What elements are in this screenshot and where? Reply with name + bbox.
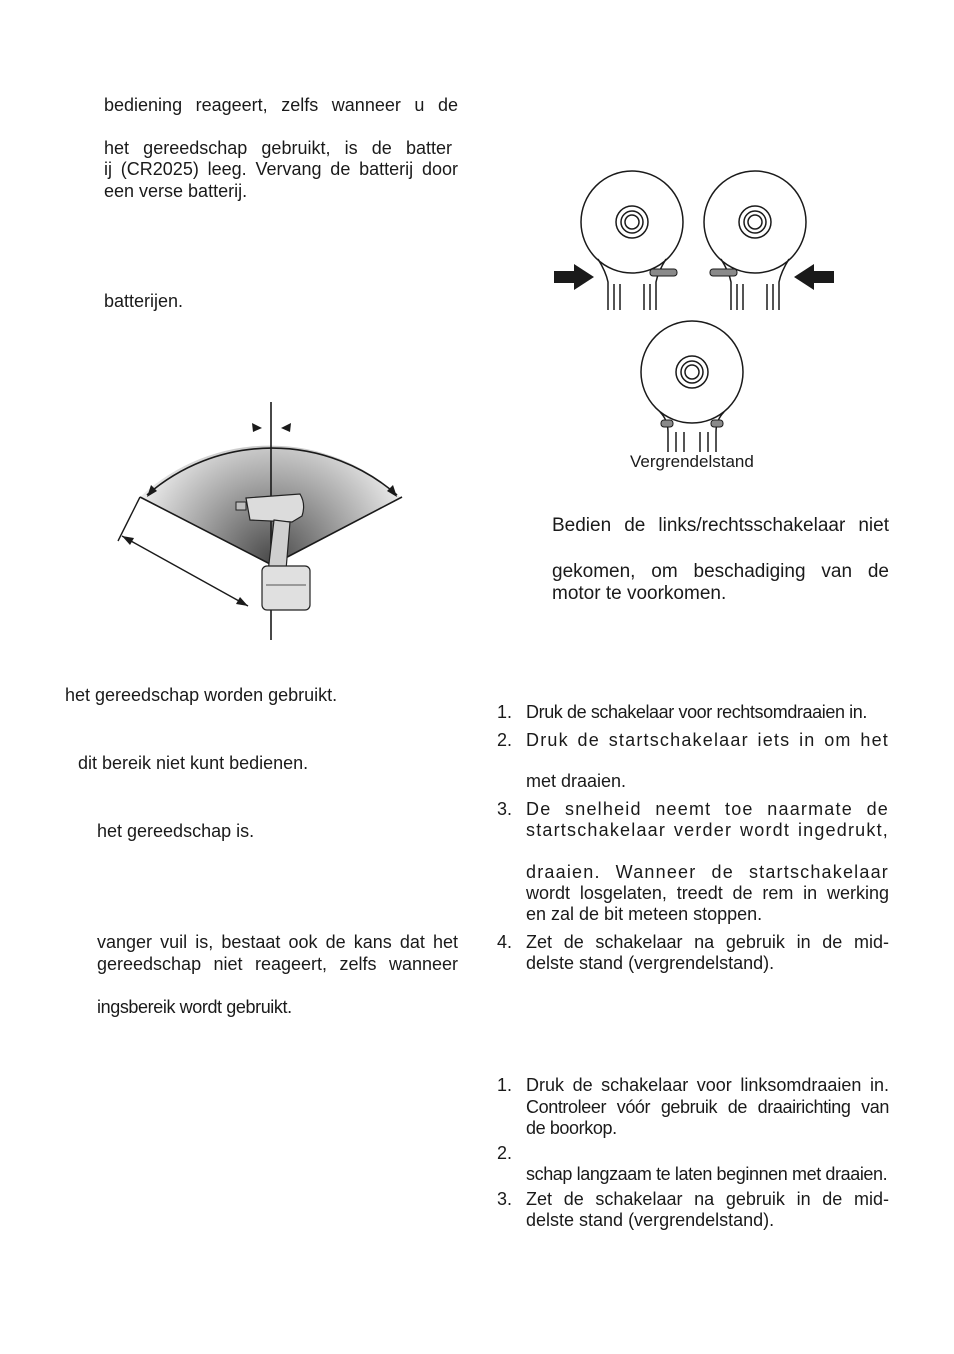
text-line: het gereedschap worden gebruikt. [65, 685, 338, 705]
step-number: 3. [497, 799, 513, 819]
step-text: Druk de startschakelaar iets in om het [526, 730, 889, 750]
text-line: een verse batterij. [104, 181, 248, 201]
step-text: Zet de schakelaar na gebruik in de mid- [526, 1189, 889, 1209]
step-number: 1. [497, 702, 513, 722]
text-line: gereedschap niet reageert, zelfs wanneer [97, 954, 458, 974]
step-number: 2. [497, 730, 513, 750]
text-line: het gereedschap is. [97, 821, 255, 841]
step-text: delste stand (vergrendelstand). [526, 953, 775, 973]
step-text: Zet de schakelaar na gebruik in de mid- [526, 932, 889, 952]
step-text: schap langzaam te laten beginnen met draaien. [526, 1164, 888, 1184]
text-line: batterijen. [104, 291, 184, 311]
step-text: met draaien. [526, 771, 627, 791]
text-line: vanger vuil is, bestaat ook de kans dat het [97, 932, 458, 952]
step-text: startschakelaar verder wordt ingedrukt, [526, 820, 889, 840]
step-text: draaien. Wanneer de startschakelaar [526, 862, 889, 882]
step-number: 1. [497, 1075, 513, 1095]
step-number: 4. [497, 932, 513, 952]
text-line: bediening reageert, zelfs wanneer u de [104, 95, 458, 115]
step-number: 2. [497, 1143, 513, 1163]
caution-line: gekomen, om beschadiging van de [552, 561, 889, 582]
step-text: wordt losgelaten, treedt de rem in werking [526, 883, 889, 903]
text-line: ingsbereik wordt gebruikt. [97, 997, 292, 1017]
text-line: dit bereik niet kunt bedienen. [78, 753, 309, 773]
caution-line: motor te voorkomen. [552, 583, 727, 604]
step-text: Druk de schakelaar voor linksomdraaien in. [526, 1075, 889, 1095]
step-number: 3. [497, 1189, 513, 1209]
step-text: Druk de schakelaar voor rechtsomdraaien in. [526, 702, 867, 722]
text-line: het gereedschap gebruikt, is de batter [104, 138, 452, 158]
step-text: delste stand (vergrendelstand). [526, 1210, 775, 1230]
step-text: en zal de bit meteen stoppen. [526, 904, 763, 924]
text-line: ij (CR2025) leeg. Vervang de batterij door [104, 159, 458, 179]
step-text: De snelheid neemt toe naarmate de [526, 799, 889, 819]
step-text: Controleer vóór gebruik de draairichting van [526, 1097, 889, 1117]
step-text: de boorkop. [526, 1118, 617, 1138]
caution-line: Bedien de links/rechtsschakelaar niet [552, 515, 889, 536]
figure-caption: Vergrendelstand [630, 452, 754, 471]
